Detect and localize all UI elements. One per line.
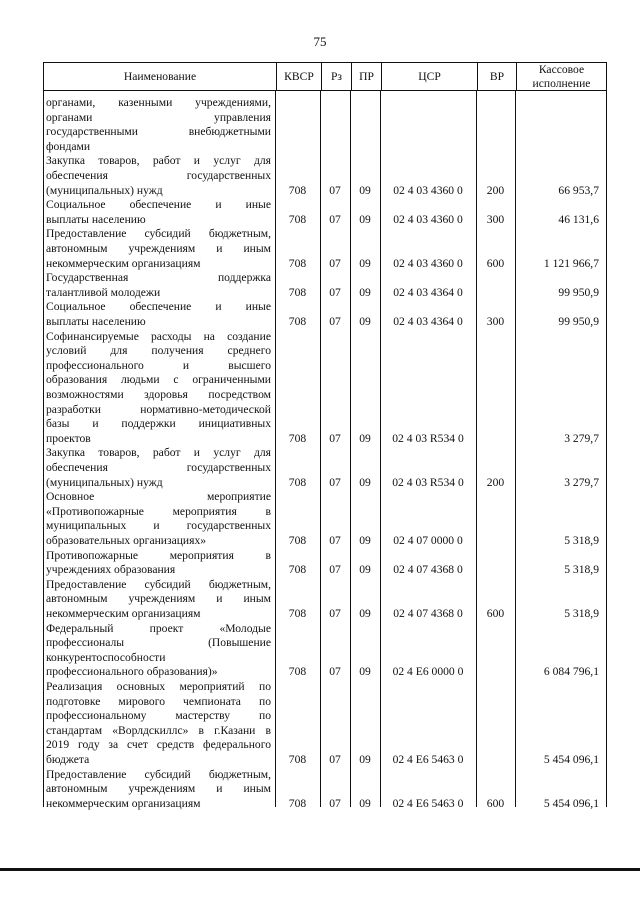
row-name-line: 2019 году за счет средств федерального — [46, 738, 271, 752]
cell-sum: 5 318,9 — [564, 607, 599, 620]
table-row — [43, 622, 607, 680]
table-row — [43, 330, 607, 447]
cell-rz: 07 — [329, 475, 341, 489]
cell-sum: 5 454 096,1 — [543, 753, 599, 766]
row-name-line: обеспечения государственных — [46, 460, 271, 474]
cell-csr: 02 4 03 4360 0 — [393, 183, 463, 197]
cell-vr: 600 — [486, 607, 505, 620]
cell-csr: 02 4 07 4368 0 — [393, 563, 463, 577]
cell-csr: 02 4 03 4364 0 — [393, 314, 463, 328]
cell-pr: 09 — [359, 431, 371, 445]
cell-kvsr: 708 — [288, 533, 307, 547]
row-name-line: бюджета — [46, 752, 90, 766]
row-name-line: талантливой молодежи — [46, 285, 161, 299]
cell-kvsr: 708 — [288, 607, 307, 620]
row-name — [46, 227, 271, 271]
row-name-line: Социальное обеспечение и иные — [46, 198, 271, 212]
cell-vr: 600 — [486, 796, 505, 810]
row-name-line: базы и поддержки инициативных — [46, 417, 271, 431]
cell-csr: 02 4 E6 5463 0 — [392, 796, 464, 810]
row-name-line: некоммерческим организациям — [46, 606, 201, 620]
table-header — [43, 62, 607, 91]
row-name-line: Основное мероприятие — [46, 490, 271, 504]
table-row — [43, 271, 607, 300]
cell-rz: 07 — [329, 796, 341, 810]
row-name-line: государственными внебюджетными — [46, 125, 271, 139]
header-rz: Рз — [321, 63, 351, 90]
cell-kvsr: 708 — [288, 431, 307, 445]
header-pr: ПР — [351, 63, 381, 90]
cell-pr: 09 — [359, 183, 371, 197]
cell-rz: 07 — [329, 183, 341, 197]
row-name-line: профессиональному мастерству по — [46, 709, 271, 723]
cell-pr: 09 — [359, 212, 371, 226]
row-name — [46, 622, 271, 680]
row-name-line: Государственная поддержка — [46, 271, 271, 285]
row-name-line: профессионального образования)» — [46, 665, 218, 679]
cell-csr: 02 4 03 4360 0 — [393, 212, 463, 226]
row-name-line: профессионального и высшего — [46, 358, 271, 372]
cell-csr: 02 4 03 4360 0 — [393, 256, 463, 270]
cell-csr: 02 4 03 R534 0 — [392, 431, 464, 445]
cell-sum: 5 318,9 — [564, 533, 599, 547]
cell-pr: 09 — [359, 665, 371, 679]
row-name — [46, 198, 271, 227]
row-name — [46, 768, 271, 812]
row-name — [46, 490, 271, 548]
cell-kvsr: 708 — [288, 285, 307, 299]
page-number: 75 — [313, 34, 327, 49]
row-name-line: Закупка товаров, работ и услуг для — [46, 446, 271, 460]
row-name-line: проектов — [46, 431, 91, 445]
row-name-line: органами управления — [46, 110, 271, 124]
cell-sum: 99 950,9 — [558, 285, 599, 299]
row-name-line: конкурентоспособности — [46, 650, 166, 664]
row-name-line: Закупка товаров, работ и услуг для — [46, 154, 271, 168]
row-name-line: (муниципальных) нужд — [46, 183, 163, 197]
cell-rz: 07 — [329, 314, 341, 328]
cell-rz: 07 — [329, 753, 341, 766]
header-vr: ВР — [477, 63, 516, 90]
table-row — [43, 446, 607, 490]
cell-kvsr: 708 — [288, 212, 307, 226]
bottom-rule — [0, 868, 640, 871]
cell-vr: 300 — [486, 212, 505, 226]
row-name-line: образования людьми с ограниченными — [46, 373, 271, 387]
cell-sum: 5 318,9 — [564, 563, 599, 577]
cell-kvsr: 708 — [288, 256, 307, 270]
cell-sum: 5 454 096,1 — [543, 796, 599, 810]
cell-csr: 02 4 07 0000 0 — [393, 533, 463, 547]
table-row — [43, 198, 607, 227]
table-row — [43, 490, 607, 548]
row-name-line: Предоставление субсидий бюджетным, — [46, 767, 271, 781]
row-name-line: фондами — [46, 139, 91, 153]
row-name-line: учреждениях образования — [46, 563, 176, 577]
cell-rz: 07 — [329, 563, 341, 577]
table-row — [43, 578, 607, 622]
header-csr: ЦСР — [381, 63, 477, 90]
row-name-line: Реализация основных мероприятий по — [46, 680, 271, 693]
cell-pr: 09 — [359, 796, 371, 810]
row-name — [46, 680, 271, 768]
row-name — [46, 271, 271, 300]
row-name — [46, 446, 271, 490]
cell-rz: 07 — [329, 212, 341, 226]
cell-sum: 3 279,7 — [564, 475, 599, 489]
table-row — [43, 549, 607, 578]
cell-pr: 09 — [359, 285, 371, 299]
cell-csr: 02 4 03 R534 0 — [392, 475, 464, 489]
cell-csr: 02 4 03 4364 0 — [393, 285, 463, 299]
row-name-line: муниципальных и государственных — [46, 519, 271, 533]
cell-kvsr: 708 — [288, 314, 307, 328]
row-name-line: (муниципальных) нужд — [46, 475, 163, 489]
cell-kvsr: 708 — [288, 665, 307, 679]
table-row — [43, 154, 607, 198]
row-name-line: разработки нормативно-методической — [46, 402, 271, 416]
cell-pr: 09 — [359, 256, 371, 270]
row-name — [46, 578, 271, 622]
cell-vr: 300 — [486, 314, 505, 328]
header-sum-line2: исполнение — [532, 76, 591, 90]
row-name-line: некоммерческим организациям — [46, 796, 201, 810]
cell-rz: 07 — [329, 607, 341, 620]
cell-rz: 07 — [329, 285, 341, 299]
row-name-line: возможностями здоровья посредством — [46, 387, 271, 401]
row-name — [46, 549, 271, 578]
row-name-line: подготовке мирового чемпионата по — [46, 694, 271, 708]
row-name-line: органами, казенными учреждениями, — [46, 96, 271, 109]
table-row — [43, 96, 607, 154]
cell-vr: 200 — [486, 183, 505, 197]
cell-csr: 02 4 E6 5463 0 — [392, 753, 464, 766]
row-name-line: профессионалы (Повышение — [46, 636, 271, 650]
cell-sum: 46 131,6 — [558, 212, 599, 226]
table-row — [43, 300, 607, 329]
cell-sum: 66 953,7 — [558, 183, 599, 197]
header-sum — [516, 63, 606, 90]
cell-rz: 07 — [329, 533, 341, 547]
row-name-line: автономным учреждениям и иным — [46, 782, 271, 796]
row-name-line: Предоставление субсидий бюджетным, — [46, 577, 271, 591]
row-name — [46, 330, 271, 447]
cell-pr: 09 — [359, 475, 371, 489]
row-name — [46, 154, 271, 198]
header-name: Наименование — [123, 69, 197, 83]
cell-csr: 02 4 07 4368 0 — [393, 607, 463, 620]
row-name-line: некоммерческим организациям — [46, 256, 201, 270]
row-name-line: Софинансируемые расходы на создание — [46, 329, 271, 343]
row-name-line: «Противопожарные мероприятия в — [46, 504, 271, 518]
cell-sum: 1 121 966,7 — [543, 256, 599, 270]
cell-csr: 02 4 E6 0000 0 — [392, 665, 464, 679]
cell-pr: 09 — [359, 753, 371, 766]
cell-kvsr: 708 — [288, 796, 307, 810]
row-name-line: стандартам «Ворлдскиллс» в г.Казани в — [46, 723, 271, 737]
row-name-line: Противопожарные мероприятия в — [46, 548, 271, 562]
cell-kvsr: 708 — [288, 563, 307, 577]
cell-kvsr: 708 — [288, 183, 307, 197]
row-name-line: выплаты населению — [46, 212, 146, 226]
cell-pr: 09 — [359, 533, 371, 547]
cell-pr: 09 — [359, 563, 371, 577]
row-name-line: Федеральный проект «Молодые — [46, 621, 271, 635]
table-row — [43, 227, 607, 271]
cell-rz: 07 — [329, 431, 341, 445]
cell-vr: 200 — [486, 475, 505, 489]
cell-sum: 6 084 796,1 — [543, 665, 599, 679]
header-sum-line1: Кассовое — [538, 62, 585, 76]
table-row — [43, 680, 607, 768]
cell-kvsr: 708 — [288, 753, 307, 766]
row-name — [46, 300, 271, 329]
row-name-line: выплаты населению — [46, 314, 146, 328]
cell-sum: 3 279,7 — [564, 431, 599, 445]
row-name-line: образовательных организациях» — [46, 533, 207, 547]
cell-pr: 09 — [359, 607, 371, 620]
table-row — [43, 768, 607, 812]
cell-rz: 07 — [329, 665, 341, 679]
cell-kvsr: 708 — [288, 475, 307, 489]
budget-table — [43, 62, 607, 810]
cell-vr: 600 — [486, 256, 505, 270]
cell-sum: 99 950,9 — [558, 314, 599, 328]
cell-pr: 09 — [359, 314, 371, 328]
row-name-line: Социальное обеспечение и иные — [46, 300, 271, 314]
row-name-line: автономным учреждениям и иным — [46, 241, 271, 255]
header-kvsr: КВСР — [276, 63, 321, 90]
row-name-line: обеспечения государственных — [46, 168, 271, 182]
row-name — [46, 96, 271, 154]
row-name-line: условий для получения среднего — [46, 344, 271, 358]
row-name-line: Предоставление субсидий бюджетным, — [46, 227, 271, 241]
row-name-line: автономным учреждениям и иным — [46, 592, 271, 606]
cell-rz: 07 — [329, 256, 341, 270]
